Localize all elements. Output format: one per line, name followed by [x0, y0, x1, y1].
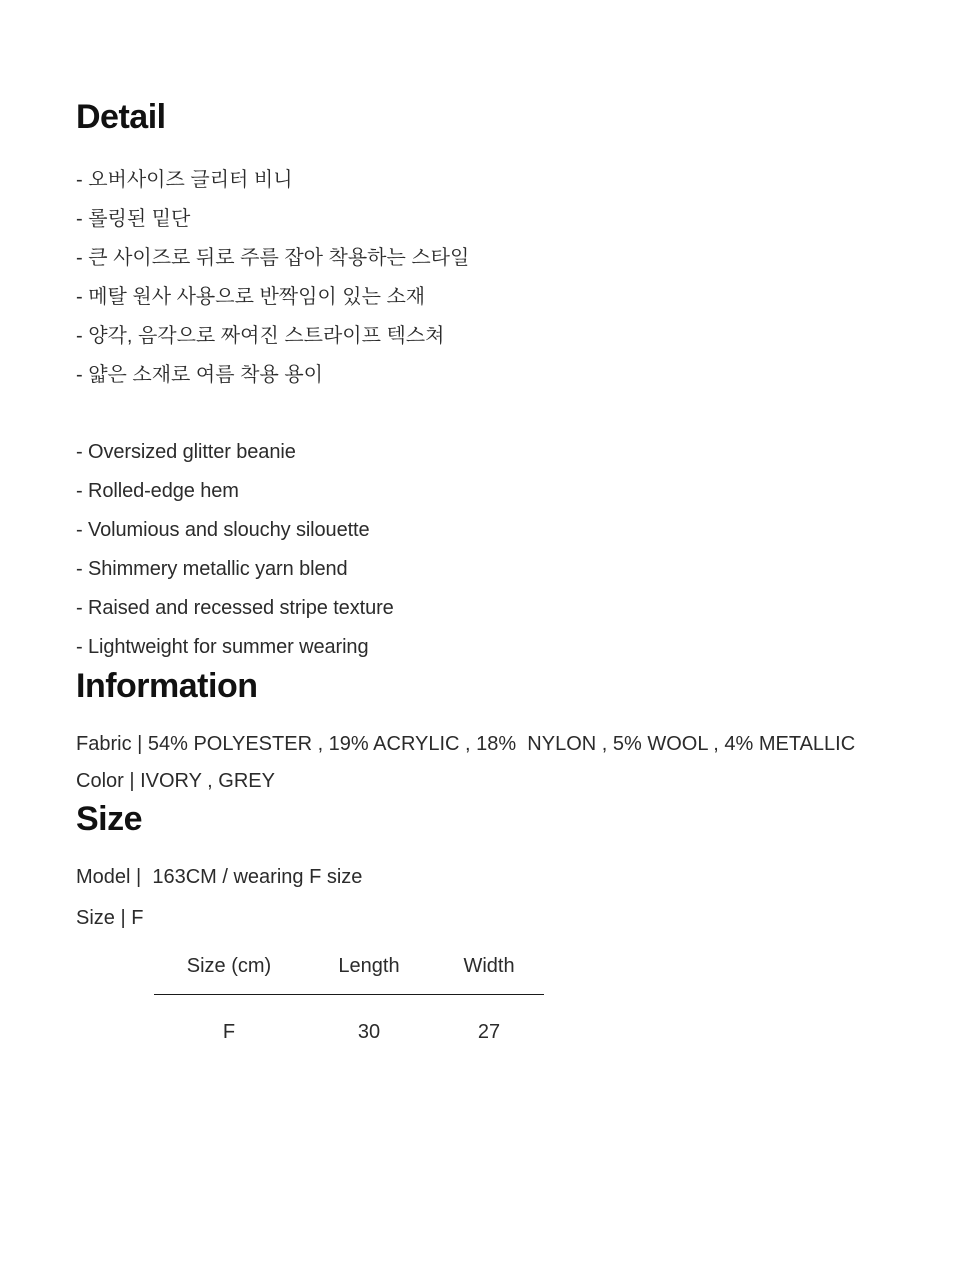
list-item: - 큰 사이즈로 뒤로 주름 잡아 착용하는 스타일 — [76, 247, 470, 269]
model-line: Model | 163CM / wearing F size — [76, 866, 363, 888]
table-header-row — [154, 955, 544, 995]
color-line: Color | IVORY , GREY — [76, 770, 275, 792]
table-cell-width: 27 — [477, 1021, 501, 1043]
list-item: - Shimmery metallic yarn blend — [76, 558, 348, 580]
list-item: - Raised and recessed stripe texture — [76, 597, 394, 619]
detail-korean-list — [76, 161, 884, 395]
table-header-width: Width — [434, 955, 544, 995]
fabric-line: Fabric | 54% POLYESTER , 19% ACRYLIC , 18% NYLON , 5% WOOL , 4% METALLIC — [76, 733, 856, 755]
list-item: - Lightweight for summer wearing — [76, 636, 369, 658]
table-cell-length: 30 — [357, 1021, 381, 1043]
detail-heading: Detail — [76, 98, 166, 136]
size-line: Size | F — [76, 907, 144, 929]
list-item: - 오버사이즈 글리터 비니 — [76, 169, 293, 191]
list-item: - Volumious and slouchy silouette — [76, 519, 370, 541]
table-cell-size: F — [222, 1021, 236, 1043]
list-item: - 얇은 소재로 여름 착용 용이 — [76, 364, 323, 386]
size-block — [76, 857, 884, 939]
information-heading: Information — [76, 667, 258, 705]
size-heading: Size — [76, 800, 143, 838]
detail-english-list — [76, 433, 884, 667]
list-item: - Oversized glitter beanie — [76, 441, 296, 463]
information-block — [76, 726, 884, 800]
table-header-length: Length — [304, 955, 434, 995]
table-row — [154, 995, 544, 1045]
list-item: - 양각, 음각으로 짜여진 스트라이프 텍스쳐 — [76, 325, 445, 347]
list-item: - 롤링된 밑단 — [76, 208, 191, 230]
size-table — [154, 955, 544, 1044]
list-item: - Rolled-edge hem — [76, 480, 239, 502]
list-item: - 메탈 원사 사용으로 반짝임이 있는 소재 — [76, 286, 426, 308]
table-header-size: Size (cm) — [154, 955, 304, 995]
